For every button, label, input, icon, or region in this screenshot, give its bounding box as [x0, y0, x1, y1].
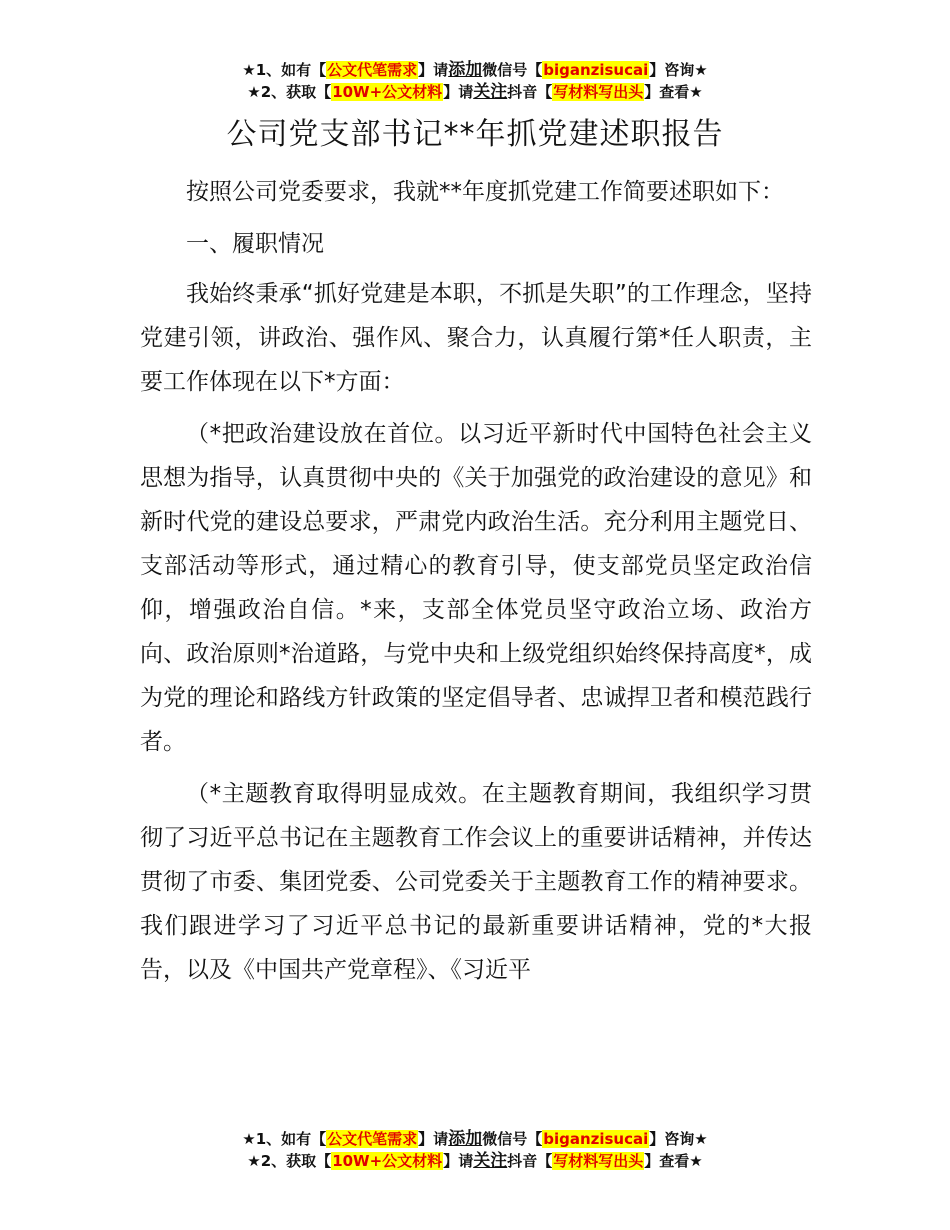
document-body — [140, 170, 812, 1000]
paragraph: （*主题教育取得明显成效。在主题教育期间，我组织学习贯彻了习近平总书记在主题教育工作会议上的重要讲话精神，并传达贯彻了市委、集团党委、公司党委关于主题教育工作的精神要求。我们跟进学习了习近平总书记的最新重要讲话精神，党的*大报告，以及《中国共产党章程》、《习近平 — [140, 781, 812, 983]
banner-emphasis: 关注 — [473, 1151, 508, 1171]
banner-line-2 — [0, 1150, 950, 1172]
highlight-douyin-account: 写材料写出头 — [553, 1152, 644, 1170]
banner-text: 抖音【 — [507, 83, 553, 101]
banner-text: ★1、如有【 — [242, 1130, 327, 1148]
banner-line-2 — [0, 81, 950, 103]
highlight-ghostwriting: 公文代笔需求 — [327, 1130, 418, 1148]
header-banner — [0, 59, 950, 103]
highlight-wechat-id: biganzisucai — [543, 61, 649, 79]
banner-line-1 — [0, 1128, 950, 1150]
banner-text: 】咨询★ — [649, 1130, 708, 1148]
banner-text: ★2、获取【 — [247, 1152, 332, 1170]
banner-text: 】请 — [443, 1152, 474, 1170]
banner-text: 】请 — [418, 1130, 449, 1148]
document-title: 公司党支部书记**年抓党建述职报告 — [226, 117, 724, 152]
highlight-ghostwriting: 公文代笔需求 — [327, 61, 418, 79]
footer-banner — [0, 1128, 950, 1172]
highlight-materials: 10W+公文材料 — [332, 83, 443, 101]
banner-text: ★2、获取【 — [247, 83, 332, 101]
highlight-materials: 10W+公文材料 — [332, 1152, 443, 1170]
banner-emphasis: 添加 — [448, 1129, 483, 1149]
banner-text: 】查看★ — [644, 83, 703, 101]
highlight-douyin-account: 写材料写出头 — [553, 83, 644, 101]
banner-line-1 — [0, 59, 950, 81]
highlight-wechat-id: biganzisucai — [543, 1130, 649, 1148]
banner-text: ★1、如有【 — [242, 61, 327, 79]
section-heading: 一、履职情况 — [186, 231, 324, 257]
banner-text: 】请 — [418, 61, 449, 79]
banner-emphasis: 关注 — [473, 82, 508, 102]
banner-emphasis: 添加 — [448, 60, 483, 80]
paragraph: 我始终秉承“抓好党建是本职，不抓是失职”的工作理念，坚持党建引领，讲政治、强作风、聚合力，认真履行第*任人职责，主要工作体现在以下*方面： — [140, 281, 812, 395]
paragraph: （*把政治建设放在首位。以习近平新时代中国特色社会主义思想为指导，认真贯彻中央的《关于加强党的政治建设的意见》和新时代党的建设总要求，严肃党内政治生活。充分利用主题党日、支部活动等形式，通过精心的教育引导，使支部党员坚定政治信仰，增强政治自信。*来，支部全体党员坚守政治立场、政治方向、政治原则*治道路，与党中央和上级党组织始终保持高度*，成为党的理论和路线方针政策的坚定倡导者、忠诚捍卫者和模范践行者。 — [140, 421, 812, 755]
paragraph-intro: 按照公司党委要求，我就**年度抓党建工作简要述职如下： — [186, 179, 784, 205]
banner-text: 】咨询★ — [649, 61, 708, 79]
banner-text: 抖音【 — [507, 1152, 553, 1170]
banner-text: 】查看★ — [644, 1152, 703, 1170]
banner-text: 微信号【 — [482, 61, 543, 79]
banner-text: 】请 — [443, 83, 474, 101]
banner-text: 微信号【 — [482, 1130, 543, 1148]
